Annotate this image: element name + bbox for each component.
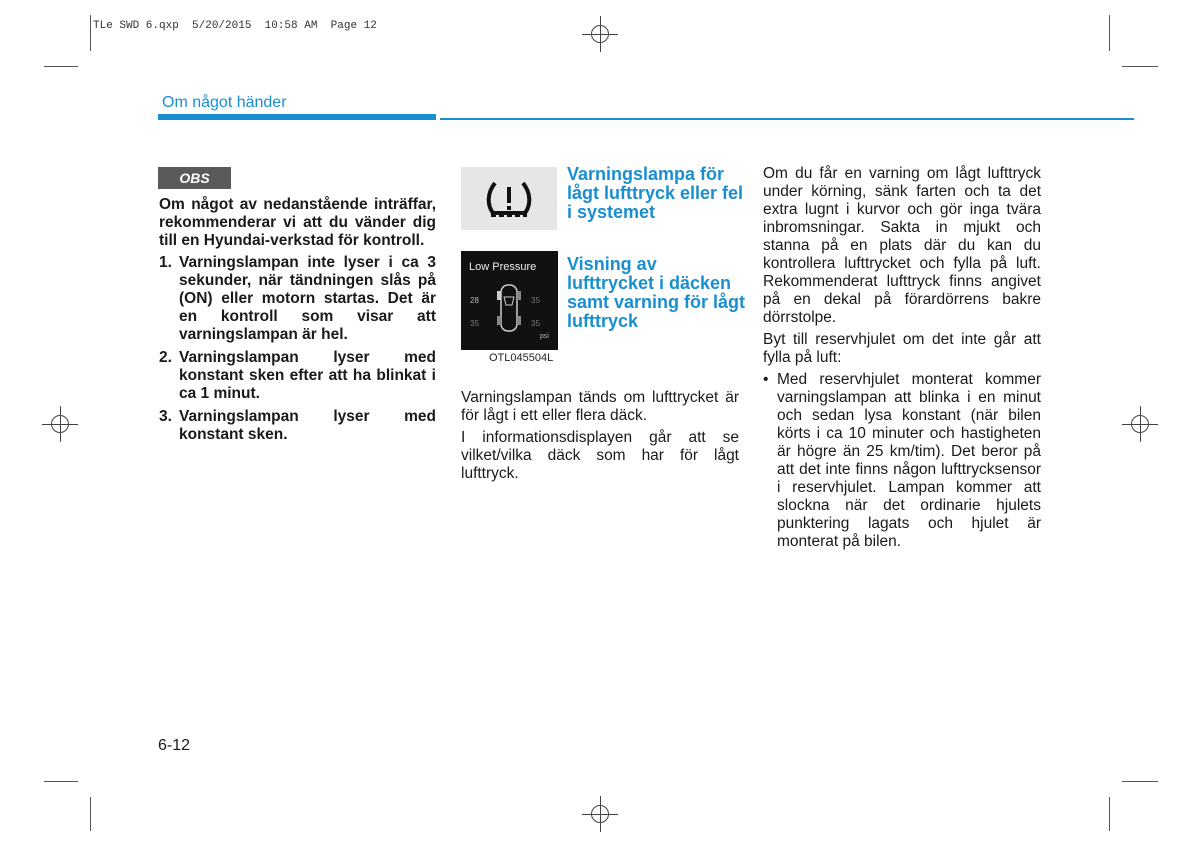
crop-mark	[44, 781, 78, 782]
list-number: 2.	[159, 349, 172, 366]
crop-mark	[1109, 15, 1110, 51]
registration-mark-icon	[582, 796, 618, 832]
list-item	[763, 371, 1041, 551]
paragraph: Om du får en varning om lågt lufttryck under körning, sänk farten och ta det extra lugnt i kurvor och gör inga tvära inbromsningar. Sakta in mjukt och stanna på en plats där du kan du kontrollera lufttrycket och fylla på luft. Rekommenderat lufttryck finns angivet på en dekal på förardörrens bakre dörrstolpe.	[763, 165, 1041, 326]
list-number: 3.	[159, 408, 172, 425]
header-rule	[440, 118, 1134, 120]
list-item	[159, 254, 436, 344]
crop-mark	[1122, 781, 1158, 782]
heading-warning-lamp: Varningslampa för lågt lufttryck eller fel i systemet	[567, 164, 744, 222]
list-number: 1.	[159, 254, 172, 271]
list-text: Varningslampan inte lyser i ca 3 sekunder, när tändningen slås på (ON) eller motorn startas. Det är en kontroll som visar att varningslampan är hel.	[179, 254, 436, 343]
section-title: Om något händer	[162, 94, 287, 111]
right-text	[763, 165, 1041, 551]
note-list	[159, 254, 436, 444]
paragraph: Varningslampan tänds om lufttrycket är för lågt i ett eller flera däck.	[461, 389, 739, 424]
header-rule	[158, 114, 436, 120]
middle-text	[461, 389, 739, 487]
bullet-list	[763, 371, 1041, 551]
note-block	[159, 196, 436, 449]
image-caption: OTL045504L	[489, 352, 554, 364]
paragraph: Byt till reservhjulet om det inte går att fylla på luft:	[763, 331, 1041, 366]
crop-mark	[90, 797, 91, 831]
crop-mark	[1109, 797, 1110, 831]
paragraph: I informationsdisplayen går att se vilket/vilka däck som har för lågt lufttryck.	[461, 429, 739, 482]
heading-tire-pressure-display: Visning av lufttrycket i däcken samt varning för lågt lufttryck	[567, 254, 746, 331]
note-intro: Om något av nedanstående inträffar, rekommenderar vi att du vänder dig till en Hyundai-verkstad för kontroll.	[159, 196, 436, 249]
pressure-front-right: 35	[531, 296, 540, 305]
crop-mark	[1122, 66, 1158, 67]
tpms-warning-icon	[461, 167, 557, 230]
list-text: Varningslampan lyser med konstant sken.	[179, 408, 436, 443]
page-number: 6-12	[158, 737, 191, 754]
pressure-front-left: 28	[470, 296, 479, 305]
tpms-display-image	[461, 251, 558, 350]
list-item	[159, 349, 436, 403]
list-item	[159, 408, 436, 444]
display-title: Low Pressure	[469, 261, 537, 273]
print-slug: TLe SWD 6.qxp 5/20/2015 10:58 AM Page 12	[93, 20, 377, 32]
crop-mark	[90, 15, 91, 51]
pressure-unit: psi	[540, 333, 549, 340]
list-text: Varningslampan lyser med konstant sken efter att ha blinkat i ca 1 minut.	[179, 349, 436, 402]
registration-mark-icon	[1122, 406, 1158, 442]
pressure-rear-left: 35	[470, 319, 479, 328]
obs-badge: OBS	[158, 167, 231, 189]
car-top-view-icon	[497, 283, 521, 333]
list-text: Med reservhjulet monterat kommer varningslampan att blinka i en minut och sedan lysa konstant (när bilen körts i ca 10 minuter och hastigheten är högre än 25 km/tim). Det beror på att det inte finns någon lufttrycksensor i reservhjulet. Lampan kommer att slockna när det ordinarie hjulets punktering lagats och hjulet är monterat på bilen.	[777, 371, 1041, 550]
bullet-icon: •	[763, 371, 769, 388]
registration-mark-icon	[582, 16, 618, 52]
registration-mark-icon	[42, 406, 78, 442]
pressure-rear-right: 35	[531, 319, 540, 328]
crop-mark	[44, 66, 78, 67]
